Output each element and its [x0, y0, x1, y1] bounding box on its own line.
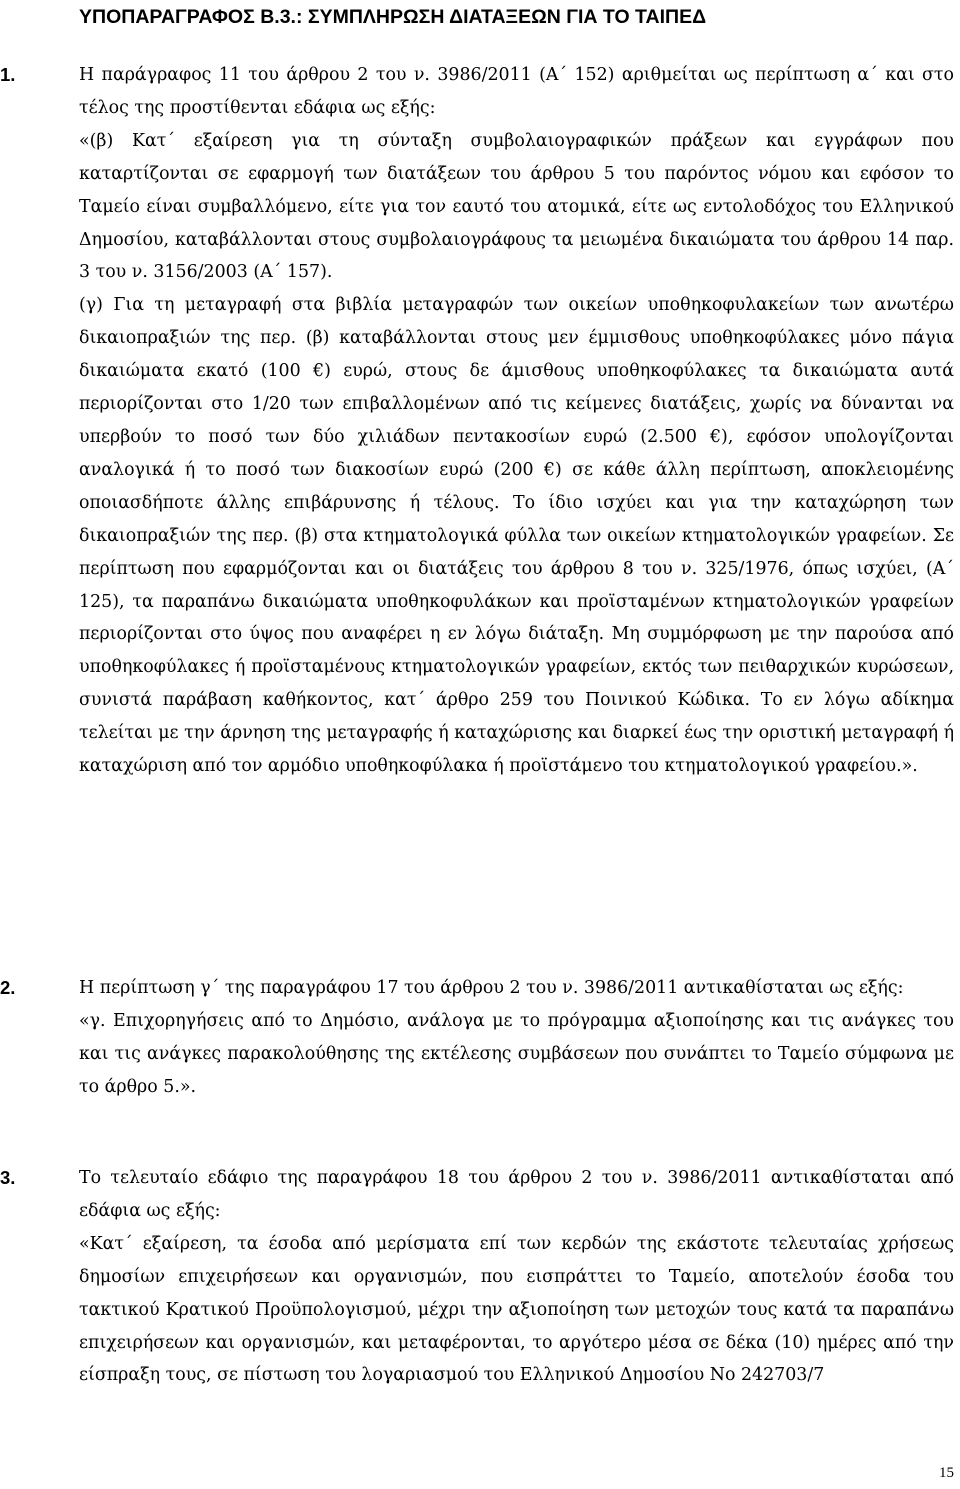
page-number: 15: [939, 1465, 954, 1481]
item-number: 2.: [0, 977, 16, 998]
item-number: 1.: [0, 64, 16, 85]
item-body: [79, 972, 954, 1104]
paragraph: Το τελευταίο εδάφιο της παραγράφου 18 του άρθρου 2 του ν. 3986/2011 αντικαθίσταται από εδάφια ως εξής:: [79, 1168, 954, 1221]
paragraph: «(β) Κατ΄ εξαίρεση για τη σύνταξη συμβολαιογραφικών πράξεων και εγγράφων που καταρτίζονται σε εφαρμογή των διατάξεων του άρθρου 5 του παρόντος νόμου και εφόσον το Ταμείο είναι συμβαλλόμενο, είτε για τον εαυτό του ατομικά, είτε ως εντολοδόχος του Ελληνικού Δημοσίου, καταβάλλονται στους συμβολαιογράφους τα μειωμένα δικαιώματα του άρθρου 14 παρ. 3 του ν. 3156/2003 (Α΄ 157).: [79, 130, 954, 283]
paragraph: «Κατ΄ εξαίρεση, τα έσοδα από μερίσματα επί των κερδών της εκάστοτε τελευταίας χρήσεως δημοσίων επιχειρήσεων και οργανισμών, που εισπράττει το Ταμείο, αποτελούν έσοδα του τακτικού Κρατικού Προϋπολογισμού, μέχρι την αξιοποίηση των μετοχών τους κατά τα παραπάνω επιχειρήσεων και οργανισμών, και μεταφέρονται, το αργότερο μέσα σε δέκα (10) ημέρες από την είσπραξη τους, σε πίστωση του λογαριασμού του Ελληνικού Δημοσίου Νο 242703/7: [79, 1233, 954, 1386]
paragraph: «γ. Επιχορηγήσεις από το Δημόσιο, ανάλογα με το πρόγραμμα αξιοποίησης και τις ανάγκες του και τις ανάγκες παρακολούθησης της εκτέλεσης συμβάσεων που συνάπτει το Ταμείο σύμφωνα με το άρθρο 5.».: [79, 1010, 954, 1097]
subparagraph-heading: ΥΠΟΠΑΡΑΓΡΑΦΟΣ Β.3.: ΣΥΜΠΛΗΡΩΣΗ ΔΙΑΤΑΞΕΩΝ ΓΙΑ ΤΟ ΤΑΙΠΕΔ: [79, 6, 707, 28]
paragraph: (γ) Για τη μεταγραφή στα βιβλία μεταγραφών των οικείων υποθηκοφυλακείων των ανωτέρω δικαιοπραξιών της περ. (β) καταβάλλονται στους μεν έμμισθους υποθηκοφύλακες μόνο πάγια δικαιώματα εκατό (100 €) ευρώ, στους δε άμισθους υποθηκοφύλακες τα δικαιώματα αυτά περιορίζονται στο 1/20 των επιβαλλομένων από τις κείμενες διατάξεις, χωρίς να δύνανται να υπερβούν το ποσό των δύο χιλιάδων πεντακοσίων ευρώ (2.500 €), εφόσον υπολογίζονται αναλογικά ή το ποσό των διακοσίων ευρώ (200 €) σε κάθε άλλη περίπτωση, αποκλειομένης οποιασδήποτε άλλης επιβάρυνσης ή τέλους. Το ίδιο ισχύει και για την καταχώρηση των δικαιοπραξιών της περ. (β) στα κτηματολογικά φύλλα των οικείων κτηματολογικών γραφείων. Σε περίπτωση που εφαρμόζονται και οι διατάξεις του άρθρου 8 του ν. 325/1976, όπως ισχύει, (Α΄ 125), τα παραπάνω δικαιώματα υποθηκοφυλάκων και προϊσταμένων κτηματολογικών γραφείων περιορίζονται στο ύψος που αναφέρει η εν λόγω διάταξη. Μη συμμόρφωση με την παρούσα από υποθηκοφύλακες ή προϊσταμένους κτηματολογικών γραφείων, εκτός των πειθαρχικών κυρώσεων, συνιστά παράβαση καθήκοντος, κατ΄ άρθρο 259 του Ποινικού Κώδικα. Το εν λόγω αδίκημα τελείται με την άρνηση της μεταγραφής ή καταχώρισης και διαρκεί έως την οριστική μεταγραφή ή καταχώριση από τον αρμόδιο υποθηκοφύλακα ή προϊστάμενο του κτηματολογικού γραφείου.».: [79, 295, 954, 777]
paragraph: Η περίπτωση γ΄ της παραγράφου 17 του άρθρου 2 του ν. 3986/2011 αντικαθίσταται ως εξής:: [79, 978, 904, 998]
item-body: [79, 1162, 954, 1392]
item-number: 3.: [0, 1167, 16, 1188]
paragraph: Η παράγραφος 11 του άρθρου 2 του ν. 3986/2011 (Α΄ 152) αριθμείται ως περίπτωση α΄ και στο τέλος της προστίθενται εδάφια ως εξής:: [79, 65, 954, 118]
item-body: [79, 59, 954, 783]
